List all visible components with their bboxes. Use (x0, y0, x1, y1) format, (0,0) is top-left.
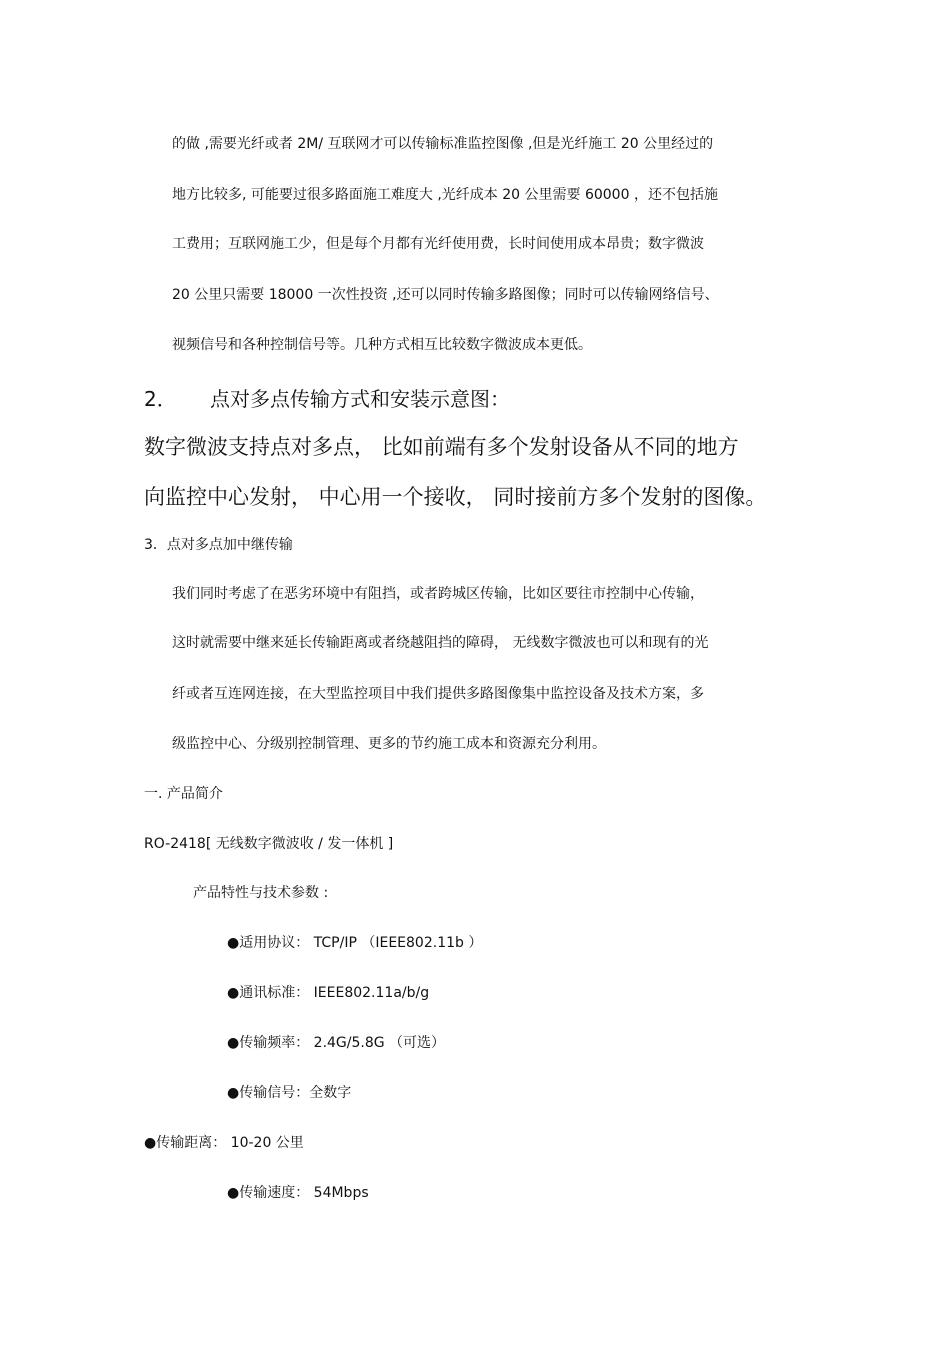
paragraph-line: 纤或者互连网连接，在大型监控项目中我们提供多路图像集中监控设备及技术方案，多 (172, 686, 704, 702)
product-intro-heading: 一. 产品简介 (144, 786, 223, 802)
spec-item: ●传输信号：全数字 (227, 1085, 352, 1101)
paragraph-line: 视频信号和各种控制信号等。几种方式相互比较数字微波成本更低。 (172, 337, 592, 353)
spec-item: ●传输速度： 54Mbps (227, 1185, 369, 1201)
params-heading: 产品特性与技术参数 : (193, 885, 329, 901)
section-heading: 点对多点传输方式和安装示意图： (210, 387, 510, 411)
paragraph-line: 这时就需要中继来延长传输距离或者绕越阻挡的障碍， 无线数字微波也可以和现有的光 (172, 635, 709, 651)
product-model-line: RO-2418[ 无线数字微波收 / 发一体机 ] (144, 836, 394, 852)
paragraph-line: 工费用；互联网施工少，但是每个月都有光纤使用费，长时间使用成本昂贵；数字微波 (172, 236, 704, 252)
spec-item: ●传输频率： 2.4G/5.8G （可选） (227, 1035, 446, 1051)
paragraph-line: 级监控中心、分级别控制管理、更多的节约施工成本和资源充分利用。 (172, 736, 606, 752)
paragraph-line: 20 公里只需要 18000 一次性投资 ,还可以同时传输多路图像；同时可以传输网络信号、 (172, 287, 719, 303)
paragraph-line: 我们同时考虑了在恶劣环境中有阻挡，或者跨城区传输，比如区要往市控制中心传输， (172, 586, 704, 602)
paragraph-line: 地方比较多, 可能要过很多路面施工难度大 ,光纤成本 20 公里需要 60000 ，还不包括施 (172, 187, 718, 203)
section-body-line: 数字微波支持点对多点， 比如前端有多个发射设备从不同的地方 (144, 435, 739, 459)
paragraph-line: 的做 ,需要光纤或者 2M/ 互联网才可以传输标准监控图像 ,但是光纤施工 20 公里经过的 (172, 136, 714, 152)
spec-item: ●适用协议： TCP/IP （IEEE802.11b ） (227, 935, 483, 951)
section-number: 2． (144, 387, 177, 411)
section-body-line: 向监控中心发射， 中心用一个接收， 同时接前方多个发射的图像。 (144, 485, 767, 509)
spec-item: ●通讯标准： IEEE802.11a/b/g (227, 985, 430, 1001)
spec-item: ●传输距离： 10-20 公里 (144, 1135, 304, 1151)
section-heading: 3．点对多点加中继传输 (144, 537, 293, 553)
